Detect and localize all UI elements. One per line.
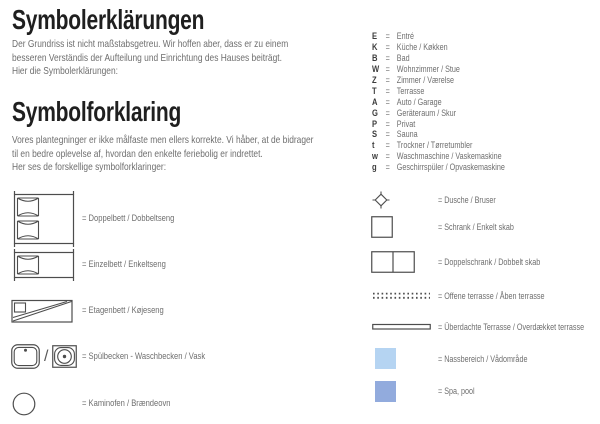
wet-area-label: = Nassbereich / Vådområde xyxy=(438,354,528,364)
cabinet-icon xyxy=(371,216,393,238)
abbr-equals: = xyxy=(385,74,390,85)
abbr-letter: K xyxy=(372,41,378,53)
abbreviation-row xyxy=(372,64,505,75)
abbreviation-row xyxy=(372,86,505,97)
abbr-letter: T xyxy=(372,85,377,97)
wet-area-icon xyxy=(375,348,396,369)
single-bed-label: = Einzelbett / Enkeltseng xyxy=(82,259,166,270)
abbr-text: Waschmaschine / Vaskemaskine xyxy=(396,151,502,162)
abbr-letter: w xyxy=(372,151,378,163)
single-bed-icon xyxy=(12,248,76,282)
abbr-text: Trockner / Tørretumbler xyxy=(396,140,473,151)
abbr-text: Küche / Køkken xyxy=(396,41,448,52)
abbreviation-row xyxy=(372,162,505,173)
abbr-text: Zimmer / Værelse xyxy=(396,74,455,85)
abbr-text: Entré xyxy=(396,31,415,41)
shower-label: = Dusche / Bruser xyxy=(438,195,496,205)
covered-terrace-icon xyxy=(372,323,431,331)
abbr-text: Wohnzimmer / Stue xyxy=(396,63,460,74)
abbreviation-row xyxy=(372,108,505,119)
sink-icon xyxy=(11,344,40,369)
german-paragraph-line1: Der Grundriss ist nicht maßstabsgetreu. Wir hoffen aber, dass er zu einem xyxy=(12,38,289,50)
german-paragraph xyxy=(12,38,288,79)
abbreviation-row xyxy=(372,140,505,151)
german-paragraph-line3: Hier die Symbolerklärungen: xyxy=(12,65,118,78)
abbreviation-row xyxy=(372,151,505,162)
sink-separator: / xyxy=(44,347,49,365)
abbr-equals: = xyxy=(385,140,390,151)
danish-paragraph-line3: Her ses de forskellige symbolforklaringer: xyxy=(12,161,167,174)
abbreviation-list xyxy=(372,31,505,173)
open-terrace-label: = Offene terrasse / Åben terrasse xyxy=(438,291,545,301)
abbr-equals: = xyxy=(385,162,390,173)
double-bed-label: = Doppelbett / Dobbeltseng xyxy=(82,213,175,224)
abbr-letter: B xyxy=(372,52,378,64)
abbreviation-row xyxy=(372,53,505,64)
abbr-equals: = xyxy=(385,63,390,74)
covered-terrace-label: = Überdachte Terrasse / Overdækket terrasse xyxy=(438,322,585,332)
german-title: Symbolerklärungen xyxy=(12,4,205,35)
cabinet-label: = Schrank / Enkelt skab xyxy=(438,222,514,232)
danish-paragraph xyxy=(12,134,313,175)
abbreviation-row xyxy=(372,119,505,130)
wood-stove-label: = Kaminofen / Brændeovn xyxy=(82,398,171,409)
abbr-equals: = xyxy=(385,96,390,107)
danish-title: Symbolforklaring xyxy=(12,96,182,127)
spa-pool-icon xyxy=(375,381,396,402)
abbr-equals: = xyxy=(385,107,390,118)
abbr-text: Terrasse xyxy=(396,85,425,96)
abbr-text: Privat xyxy=(396,118,416,129)
abbr-text: Bad xyxy=(396,52,410,63)
abbr-letter: W xyxy=(372,63,380,75)
double-bed-icon xyxy=(12,190,76,248)
abbr-text: Auto / Garage xyxy=(396,96,442,107)
abbr-letter: g xyxy=(372,162,377,174)
wood-stove-icon xyxy=(12,392,36,416)
double-cabinet-icon xyxy=(371,251,415,273)
abbr-text: Geräteraum / Skur xyxy=(396,107,457,118)
abbreviation-row xyxy=(372,75,505,86)
abbreviation-row xyxy=(372,42,505,53)
abbr-text: Sauna xyxy=(396,129,418,140)
abbr-equals: = xyxy=(385,151,390,162)
abbreviation-row xyxy=(372,31,505,42)
abbr-equals: = xyxy=(385,118,390,129)
bunk-bed-icon xyxy=(11,299,73,324)
abbreviation-row xyxy=(372,129,505,140)
abbr-letter: E xyxy=(372,31,378,42)
abbr-letter: G xyxy=(372,107,378,119)
abbr-letter: Z xyxy=(372,74,377,86)
spa-pool-label: = Spa, pool xyxy=(438,386,475,396)
abbr-letter: P xyxy=(372,118,378,130)
washbasin-icon xyxy=(52,345,77,368)
abbr-letter: A xyxy=(372,96,378,108)
abbr-letter: S xyxy=(372,129,378,141)
sink-washbasin-label: = Spülbecken - Waschbecken / Vask xyxy=(82,351,206,362)
abbr-equals: = xyxy=(385,31,390,41)
abbr-text: Geschirrspüler / Opvaskemaskine xyxy=(396,162,505,173)
sink-washbasin-icon xyxy=(11,344,77,369)
abbr-equals: = xyxy=(385,52,390,63)
abbr-equals: = xyxy=(385,85,390,96)
german-paragraph-line2: besseren Verständis der Aufteilung und Einrichtung des Hauses beiträgt. xyxy=(12,51,282,64)
danish-paragraph-line1: Vores plantegninger er ikke målfaste men ellers korrekte. Vi håber, at de bidrager xyxy=(12,134,314,146)
abbr-equals: = xyxy=(385,41,390,52)
danish-paragraph-line2: til en bedre oplevelse af, hvordan den enkelte feriebolig er indrettet. xyxy=(12,147,263,160)
abbreviation-row xyxy=(372,97,505,108)
bunk-bed-label: = Etagenbett / Køjeseng xyxy=(82,305,164,316)
open-terrace-icon xyxy=(372,292,431,300)
abbr-equals: = xyxy=(385,129,390,140)
shower-icon xyxy=(372,191,390,209)
abbr-letter: t xyxy=(372,140,375,152)
double-cabinet-label: = Doppelschrank / Dobbelt skab xyxy=(438,257,541,267)
